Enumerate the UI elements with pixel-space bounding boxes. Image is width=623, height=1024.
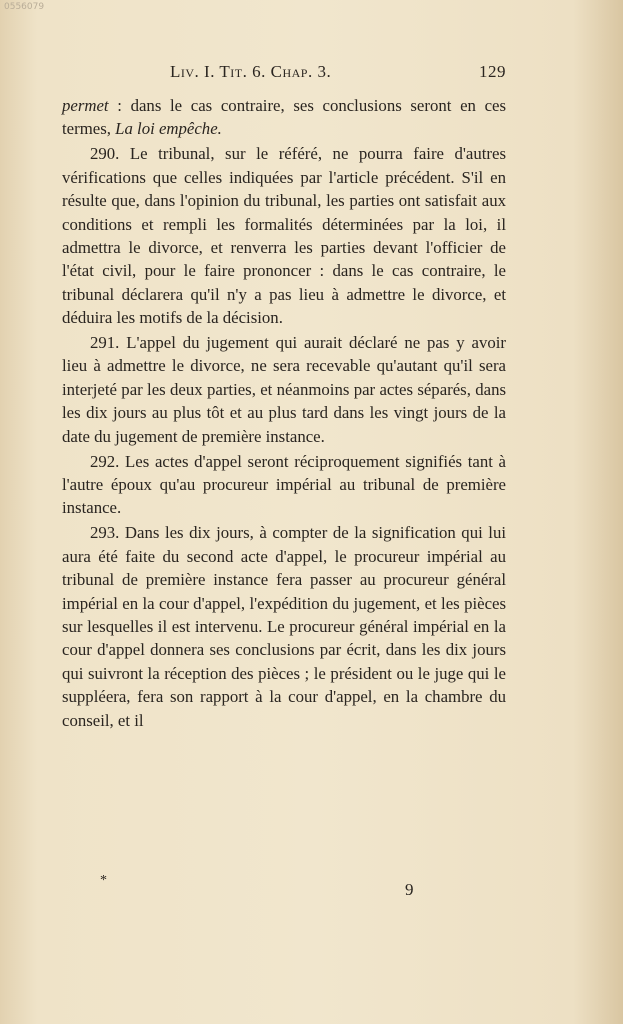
continuation-paragraph bbox=[62, 94, 506, 141]
article-text: Les actes d'appel seront réciproquement signifiés tant à l'autre époux qu'au procureur impérial au tribunal de première instance. bbox=[62, 451, 506, 518]
article-text: L'appel du jugement qui aurait déclaré ne pas y avoir lieu à admettre le divorce, ne sera recevable qu'autant qu'il sera interjeté par les deux parties, et néanmoins par actes séparés, dans les dix jours au plus tôt et au plus tard dans les vingt jours de la date du jugement de première instance. bbox=[62, 333, 506, 446]
article-number: 293. bbox=[90, 523, 120, 543]
article-293 bbox=[62, 521, 506, 732]
signature-mark: 9 bbox=[405, 880, 414, 899]
continuation-end: La loi empêche. bbox=[115, 119, 222, 139]
footer-asterisk: * bbox=[100, 873, 107, 888]
page-number: 129 bbox=[479, 62, 506, 81]
article-text: Le tribunal, sur le référé, ne pourra faire d'autres vérifications que celles indiquées par l'article précédent. S'il en résulte que, dans l'opinion du tribunal, les parties ont satisfait aux conditions et rempli les formalités déterminées par la loi, il admettra le divorce, et renverra les parties devant l'officier de l'état civil, pour le faire prononcer : dans le cas contraire, le tribunal déclarera qu'il n'y a pas lieu à admettre le divorce, et déduira les motifs de la décision. bbox=[62, 144, 506, 328]
article-290 bbox=[62, 142, 506, 329]
article-number: 290. bbox=[90, 144, 120, 164]
running-title: Liv. I. Tit. 6. Chap. 3. bbox=[170, 62, 332, 81]
article-number: 291. bbox=[90, 333, 120, 353]
article-291 bbox=[62, 331, 506, 448]
continuation-start: permet bbox=[62, 96, 109, 115]
library-stamp: 0556079 bbox=[4, 2, 45, 12]
article-292 bbox=[62, 450, 506, 520]
running-head bbox=[60, 62, 506, 84]
article-text: Dans les dix jours, à compter de la signification qui lui aura été faite du second acte d'appel, le procureur impérial au tribunal de première instance fera passer au procureur général impérial en la cour d'appel, l'expédition du jugement, et les pièces sur lesquelles il est intervenu. Le procureur général impérial en la cour d'appel donnera ses conclusions par écrit, dans les dix jours qui suivront la réception des pièces ; le président ou le juge qui le suppléera, fera son rapport à la cour d'appel, en la chambre du conseil, et il bbox=[62, 523, 507, 730]
continuation-middle: : dans le cas contraire, ses conclusions seront en ces termes, bbox=[62, 96, 506, 139]
article-number: 292. bbox=[90, 451, 120, 471]
body-text bbox=[62, 94, 506, 733]
